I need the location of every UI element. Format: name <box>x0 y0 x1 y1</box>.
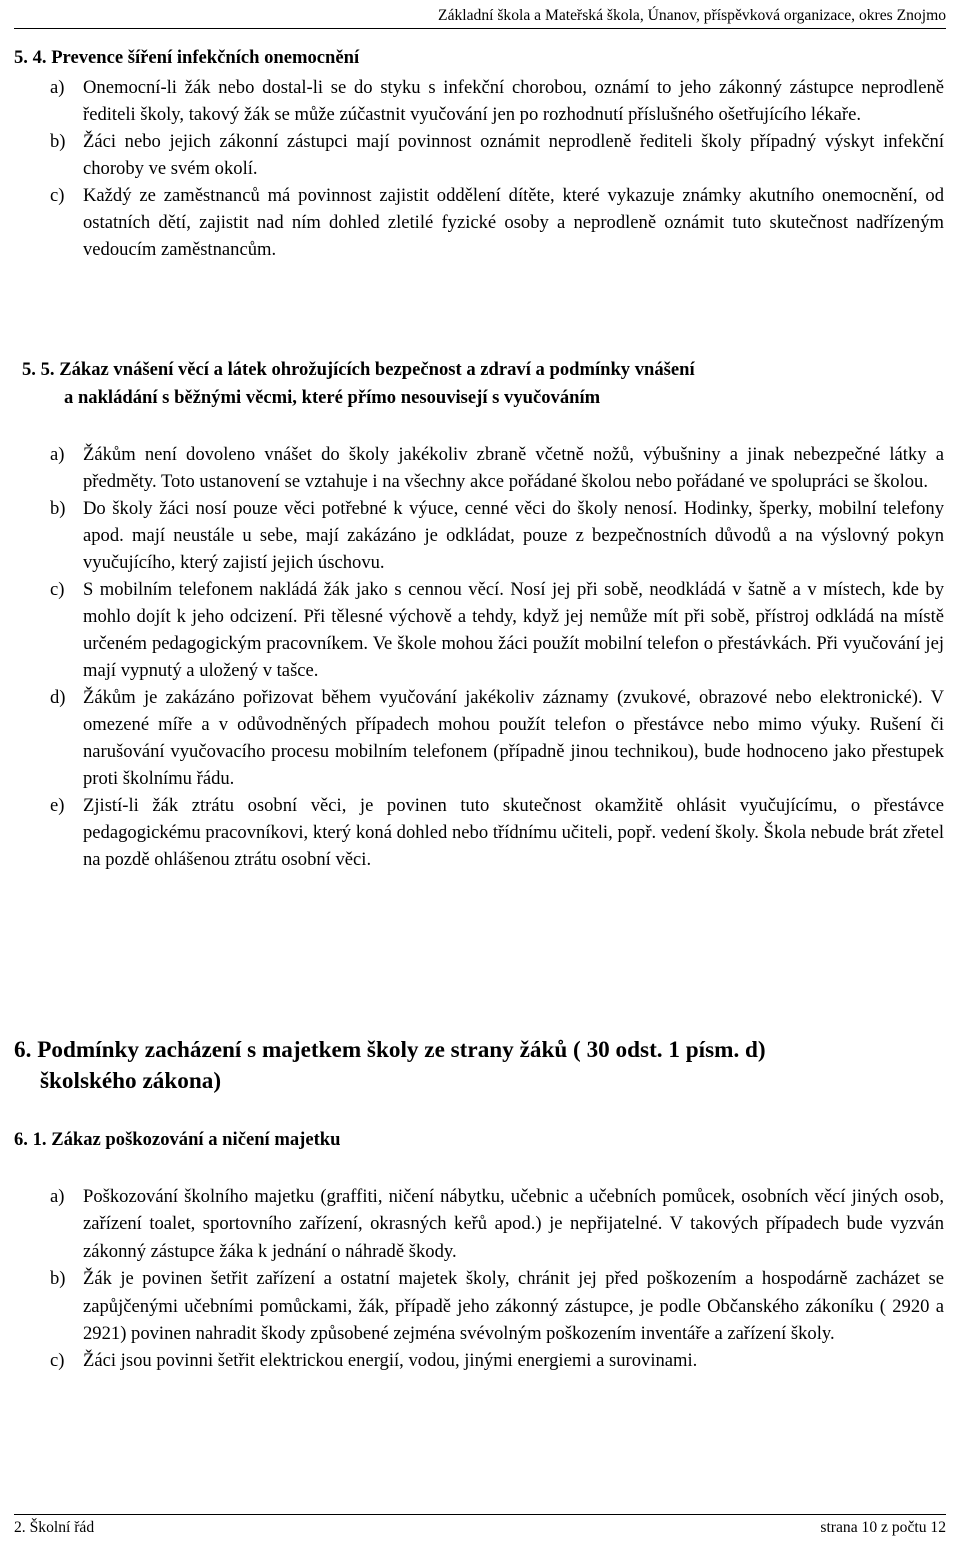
chapter-6-title-line1: 6. Podmínky zacházení s majetkem školy ze strany žáků ( 30 odst. 1 písm. d) <box>14 1037 766 1063</box>
item-text: Do školy žáci nosí pouze věci potřebné k výuce, cenné věci do školy nenosí. Hodinky, šperky, mobilní telefony apod. mají neustále u sebe, mají zakázáno je odkládat, pouze z bezpečnostních důvodů a na výslovný pokyn vyučujícího, který zajistí jejich úschovu. <box>83 498 944 573</box>
item-text: Žák je povinen šetřit zařízení a ostatní majetek školy, chránit jej před poškozením a hospodárně zacházet se zapůjčenými učebními pomůckami, žák, případě jeho zákonný zástupce, je podle Občanského zákoníku ( 2920 a 2921) povinen nahradit škody způsobené zejména svévolným poškozením inventáře a zařízení školy. <box>83 1268 944 1345</box>
footer-document-name: 2. Školní řád <box>14 1519 95 1536</box>
section-5-4-title: 5. 4. Prevence šíření infekčních onemocnění <box>14 47 360 68</box>
list-item <box>50 1347 944 1374</box>
section-5-5-list <box>50 441 944 873</box>
item-text: Žákům není dovoleno vnášet do školy jakékoliv zbraně včetně nožů, výbušniny a jinak nebezpečné látky a předměty. Toto ustanovení se vztahuje i na všechny akce pořádané školou nebo pořádané ve spolupráci se školou. <box>83 444 944 492</box>
list-item <box>50 128 944 182</box>
item-marker: d) <box>50 687 66 708</box>
chapter-6-title <box>14 1035 766 1097</box>
item-marker: b) <box>50 498 66 519</box>
list-item <box>50 74 944 128</box>
list-item <box>50 441 944 495</box>
chapter-6-title-line2: školského zákona) <box>40 1068 222 1094</box>
item-text: Každý ze zaměstnanců má povinnost zajistit oddělení dítěte, které vykazuje známky akutního onemocnění, od ostatních dětí, zajistit nad ním dohled zletilé fyzické osoby a neprodleně oznámit tuto skutečnost nadřízeným vedoucím zaměstnancům. <box>83 185 944 260</box>
item-marker: c) <box>50 1350 65 1372</box>
item-marker: c) <box>50 185 65 206</box>
item-marker: e) <box>50 795 65 816</box>
item-marker: b) <box>50 1268 66 1290</box>
item-text: Poškozování školního majetku (graffiti, ničení nábytku, učebnic a učebních pomůcek, osobních věcí jiných osob, zařízení toalet, sportovního zařízení, okrasných keřů apod.) je nepřijatelné. V takových případech bude vyzván zákonný zástupce žáka k jednání o náhradě škody. <box>83 1186 944 1262</box>
list-item <box>50 576 944 684</box>
list-item <box>50 1265 944 1347</box>
list-item <box>50 495 944 576</box>
item-marker: a) <box>50 77 65 98</box>
item-text: Onemocní-li žák nebo dostal-li se do styku s infekční chorobou, oznámí to jeho zákonný zástupce neprodleně řediteli školy, takový žák se může zúčastnit vyučování jen po rozhodnutí příslušného ošetřujícího lékaře. <box>83 77 944 125</box>
item-text: Zjistí-li žák ztrátu osobní věci, je povinen tuto skutečnost okamžitě ohlásit vyučujícímu, o přestávce pedagogickému pracovníkovi, který koná dohled nebo třídnímu učiteli, popř. vedení školy. Škola nebude brát zřetel na pozdě ohlášenou ztrátu osobní věci. <box>83 795 944 870</box>
page-header: Základní škola a Mateřská škola, Únanov, příspěvková organizace, okres Znojmo <box>14 4 946 29</box>
list-item <box>50 182 944 263</box>
section-5-5-title-line2: a nakládání s běžnými věcmi, které přímo nesouvisejí s vyučováním <box>64 387 601 408</box>
item-text: Žáci nebo jejich zákonní zástupci mají povinnost oznámit neprodleně řediteli školy případný výskyt infekční choroby ve svém okolí. <box>83 131 944 179</box>
list-item <box>50 684 944 792</box>
list-item <box>50 792 944 873</box>
item-text: Žáci jsou povinni šetřit elektrickou energií, vodou, jinými energiemi a surovinami. <box>83 1350 698 1372</box>
footer-page-number: strana 10 z počtu 12 <box>820 1519 946 1536</box>
section-5-5-title-line1: 5. 5. Zákaz vnášení věcí a látek ohrožujících bezpečnost a zdraví a podmínky vnášení <box>22 359 695 380</box>
item-marker: b) <box>50 131 66 152</box>
section-6-1-title: 6. 1. Zákaz poškozování a ničení majetku <box>14 1129 341 1150</box>
item-marker: c) <box>50 579 65 600</box>
item-marker: a) <box>50 444 65 465</box>
section-5-4-list <box>50 74 944 263</box>
item-text: Žákům je zakázáno pořizovat během vyučování jakékoliv záznamy (zvukové, obrazové nebo elektronické). V omezené míře a v odůvodněných případech mohou použít telefon o přestávce nebo mimo výuky. Rušení či narušování vyučovacího procesu mobilním telefonem (případně jinou technikou), bude hodnoceno jako přestupek proti školnímu řádu. <box>83 687 944 789</box>
item-text: S mobilním telefonem nakládá žák jako s cennou věcí. Nosí jej při sobě, neodkládá v šatně a v místech, kde by mohlo dojít k jeho odcizení. Při tělesné výchově a tehdy, když jej nemůže mít při sobě, přístroj odkládá na místě určeném pedagogickým pracovníkem. Ve škole mohou žáci použít mobilní telefon o přestávkách. Při vyučování jej mají vypnutý a uložený v tašce. <box>83 579 944 681</box>
list-item <box>50 1183 944 1265</box>
item-marker: a) <box>50 1186 65 1207</box>
page-footer <box>14 1514 946 1539</box>
section-6-1-list <box>50 1183 944 1375</box>
